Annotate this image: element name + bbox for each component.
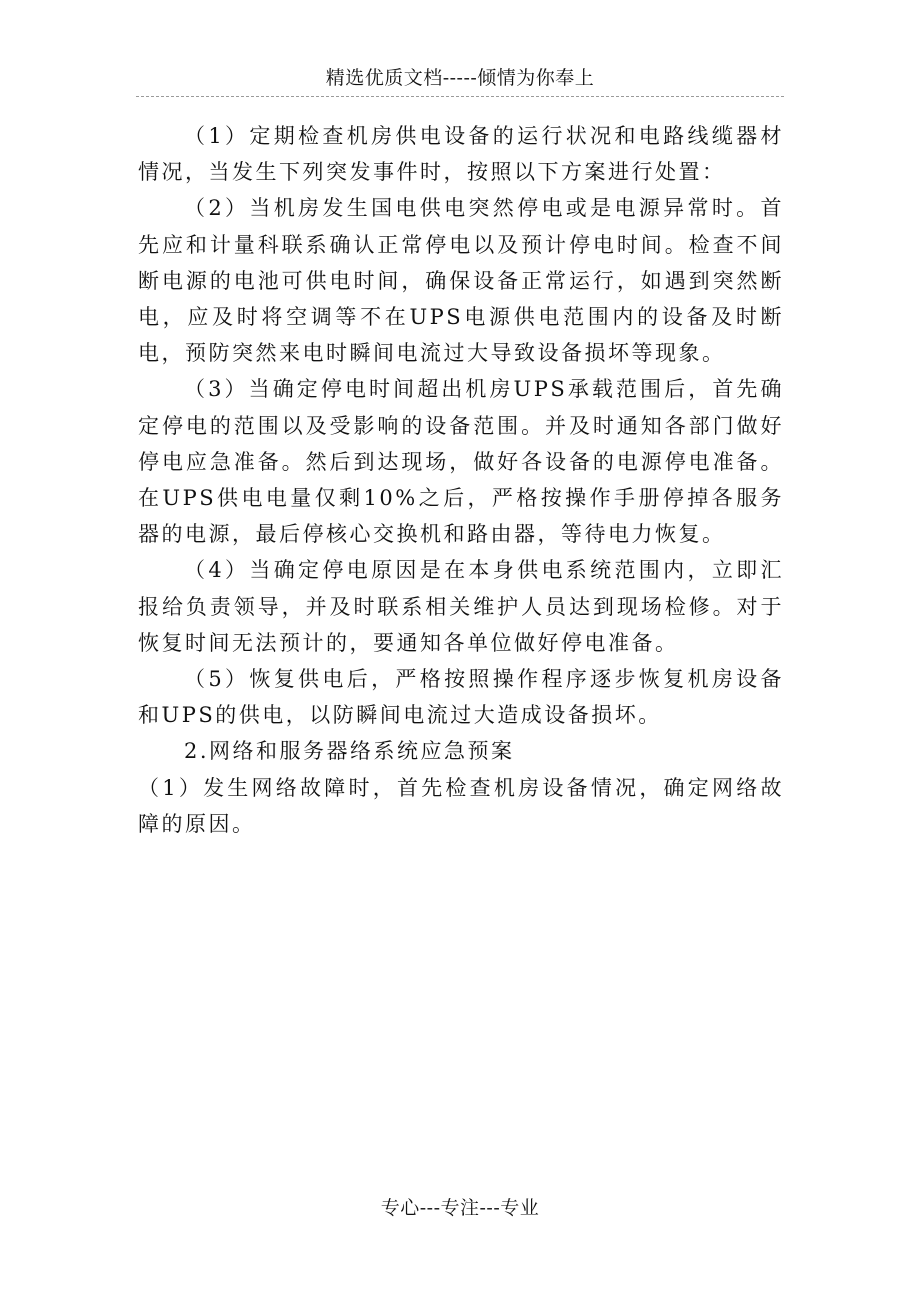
page-footer: 专心---专注---专业: [380, 1197, 540, 1219]
page-header: 精选优质文档-----倾情为你奉上: [325, 67, 595, 89]
header-divider: [136, 96, 784, 97]
paragraph-1: （1）定期检查机房供电设备的运行状况和电路线缆器材情况，当发生下列突发事件时，按照以下方案进行处置：: [138, 124, 784, 185]
paragraph-4: （4）当确定停电原因是在本身供电系统范围内，立即汇报给负责领导，并及时联系相关维护人员达到现场检修。对于恢复时间无法预计的，要通知各单位做好停电准备。: [138, 558, 784, 655]
section-heading: 2.网络和服务器络系统应急预案: [184, 739, 515, 764]
paragraph-3: （3）当确定停电时间超出机房UPS承载范围后，首先确定停电的范围以及受影响的设备范围。并及时通知各部门做好停电应急准备。然后到达现场，做好各设备的电源停电准备。在UPS供电电量仅剩10%之后，严格按操作手册停掉各服务器的电源，最后停核心交换机和路由器，等待电力恢复。: [138, 377, 784, 547]
paragraph-2: （2）当机房发生国电供电突然停电或是电源异常时。首先应和计量科联系确认正常停电以及预计停电时间。检查不间断电源的电池可供电时间，确保设备正常运行，如遇到突然断电，应及时将空调等不在UPS电源供电范围内的设备及时断电，预防突然来电时瞬间电流过大导致设备损坏等现象。: [138, 196, 784, 366]
paragraph-5: （5）恢复供电后，严格按照操作程序逐步恢复机房设备和UPS的供电，以防瞬间电流过大造成设备损坏。: [138, 667, 784, 728]
document-body: [138, 118, 784, 842]
paragraph-6: （1）发生网络故障时，首先检查机房设备情况，确定网络故障的原因。: [138, 775, 784, 836]
